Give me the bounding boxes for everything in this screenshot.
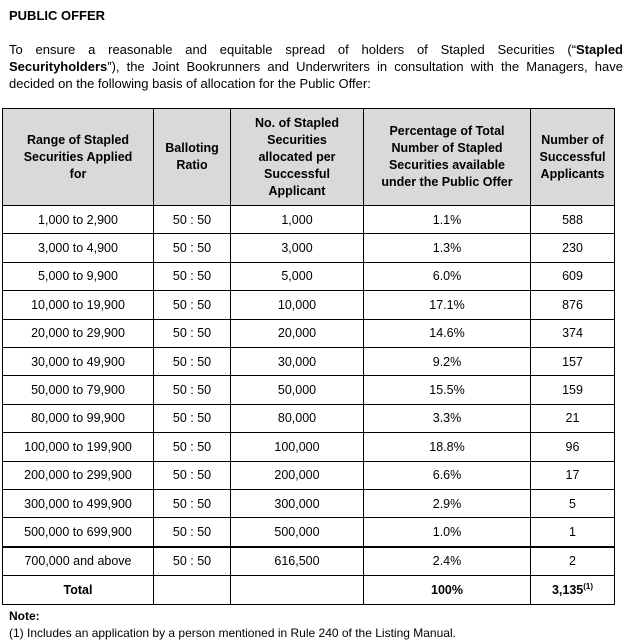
cell-percentage: 1.1% xyxy=(364,206,531,234)
cell-allocated: 616,500 xyxy=(231,547,364,576)
cell-range: 50,000 to 79,900 xyxy=(3,376,154,404)
cell-applicants: 588 xyxy=(531,206,615,234)
note-text: (1) Includes an application by a person mentioned in Rule 240 of the Listing Manual. xyxy=(9,626,456,640)
table-total-row xyxy=(3,576,615,605)
cell-range: 200,000 to 299,900 xyxy=(3,461,154,489)
header-range: Range of Stapled Securities Applied for xyxy=(3,109,154,206)
cell-percentage: 1.3% xyxy=(364,234,531,262)
table-row xyxy=(3,461,615,489)
cell-balloting-ratio: 50 : 50 xyxy=(154,547,231,576)
cell-applicants: 96 xyxy=(531,433,615,461)
cell-balloting-ratio: 50 : 50 xyxy=(154,518,231,547)
total-label: Total xyxy=(3,576,154,605)
cell-range: 80,000 to 99,900 xyxy=(3,404,154,432)
cell-allocated: 500,000 xyxy=(231,518,364,547)
cell-balloting-ratio: 50 : 50 xyxy=(154,319,231,347)
cell-range: 5,000 to 9,900 xyxy=(3,262,154,290)
cell-balloting-ratio: 50 : 50 xyxy=(154,489,231,517)
cell-range: 10,000 to 19,900 xyxy=(3,291,154,319)
cell-applicants: 5 xyxy=(531,489,615,517)
cell-percentage: 18.8% xyxy=(364,433,531,461)
header-percentage: Percentage of Total Number of Stapled Securities available under the Public Offer xyxy=(364,109,531,206)
total-applicants xyxy=(531,576,615,605)
cell-percentage: 2.9% xyxy=(364,489,531,517)
cell-applicants: 21 xyxy=(531,404,615,432)
total-applicants-value: 3,135 xyxy=(551,583,584,598)
header-allocated-per-applicant: No. of Stapled Securities allocated per Successful Applicant xyxy=(231,109,364,206)
cell-allocated: 300,000 xyxy=(231,489,364,517)
cell-balloting-ratio: 50 : 50 xyxy=(154,376,231,404)
cell-percentage: 15.5% xyxy=(364,376,531,404)
cell-percentage: 3.3% xyxy=(364,404,531,432)
cell-allocated: 80,000 xyxy=(231,404,364,432)
table-row xyxy=(3,404,615,432)
cell-range: 100,000 to 199,900 xyxy=(3,433,154,461)
section-heading: PUBLIC OFFER xyxy=(9,8,106,23)
cell-percentage: 6.6% xyxy=(364,461,531,489)
cell-balloting-ratio: 50 : 50 xyxy=(154,206,231,234)
intro-defined-term: Stapled Securityholders xyxy=(9,42,623,74)
table-row xyxy=(3,206,615,234)
cell-range: 500,000 to 699,900 xyxy=(3,518,154,547)
cell-applicants: 17 xyxy=(531,461,615,489)
table-row xyxy=(3,489,615,517)
table-header-row xyxy=(3,109,615,206)
cell-applicants: 374 xyxy=(531,319,615,347)
footnote-ref: (1) xyxy=(583,582,594,592)
cell-applicants: 2 xyxy=(531,547,615,576)
cell-range: 700,000 and above xyxy=(3,547,154,576)
intro-text-part1: To ensure a reasonable and equitable spread of holders of Stapled Securities (“ xyxy=(9,42,577,57)
cell-percentage: 9.2% xyxy=(364,347,531,375)
cell-allocated: 100,000 xyxy=(231,433,364,461)
allocation-table xyxy=(2,108,615,605)
cell-balloting-ratio: 50 : 50 xyxy=(154,262,231,290)
cell-range: 3,000 to 4,900 xyxy=(3,234,154,262)
cell-percentage: 6.0% xyxy=(364,262,531,290)
cell-applicants: 159 xyxy=(531,376,615,404)
cell-allocated: 5,000 xyxy=(231,262,364,290)
cell-allocated: 30,000 xyxy=(231,347,364,375)
cell-allocated: 1,000 xyxy=(231,206,364,234)
header-balloting-ratio: Balloting Ratio xyxy=(154,109,231,206)
cell-range: 30,000 to 49,900 xyxy=(3,347,154,375)
cell-allocated: 3,000 xyxy=(231,234,364,262)
table-row xyxy=(3,234,615,262)
total-allocated xyxy=(231,576,364,605)
cell-percentage: 2.4% xyxy=(364,547,531,576)
cell-applicants: 230 xyxy=(531,234,615,262)
intro-paragraph xyxy=(9,41,623,92)
total-ratio xyxy=(154,576,231,605)
table-row xyxy=(3,319,615,347)
table-row xyxy=(3,518,615,547)
intro-text-part2: ”), the Joint Bookrunners and Underwriters in consultation with the Managers, have decided on the following basis of allocation for the Public Offer: xyxy=(9,59,623,91)
cell-balloting-ratio: 50 : 50 xyxy=(154,291,231,319)
table-row xyxy=(3,547,615,576)
cell-range: 20,000 to 29,900 xyxy=(3,319,154,347)
cell-allocated: 200,000 xyxy=(231,461,364,489)
cell-applicants: 157 xyxy=(531,347,615,375)
cell-applicants: 876 xyxy=(531,291,615,319)
cell-balloting-ratio: 50 : 50 xyxy=(154,404,231,432)
cell-percentage: 17.1% xyxy=(364,291,531,319)
cell-allocated: 10,000 xyxy=(231,291,364,319)
table-row xyxy=(3,291,615,319)
table-row xyxy=(3,433,615,461)
cell-balloting-ratio: 50 : 50 xyxy=(154,234,231,262)
note-label: Note: xyxy=(9,609,40,623)
cell-balloting-ratio: 50 : 50 xyxy=(154,347,231,375)
total-percentage: 100% xyxy=(364,576,531,605)
cell-balloting-ratio: 50 : 50 xyxy=(154,433,231,461)
cell-percentage: 1.0% xyxy=(364,518,531,547)
cell-range: 1,000 to 2,900 xyxy=(3,206,154,234)
cell-balloting-ratio: 50 : 50 xyxy=(154,461,231,489)
cell-allocated: 50,000 xyxy=(231,376,364,404)
cell-allocated: 20,000 xyxy=(231,319,364,347)
header-successful-applicants: Number of Successful Applicants xyxy=(531,109,615,206)
table-row xyxy=(3,347,615,375)
cell-range: 300,000 to 499,900 xyxy=(3,489,154,517)
table-row xyxy=(3,262,615,290)
cell-applicants: 609 xyxy=(531,262,615,290)
table-row xyxy=(3,376,615,404)
cell-percentage: 14.6% xyxy=(364,319,531,347)
cell-applicants: 1 xyxy=(531,518,615,547)
